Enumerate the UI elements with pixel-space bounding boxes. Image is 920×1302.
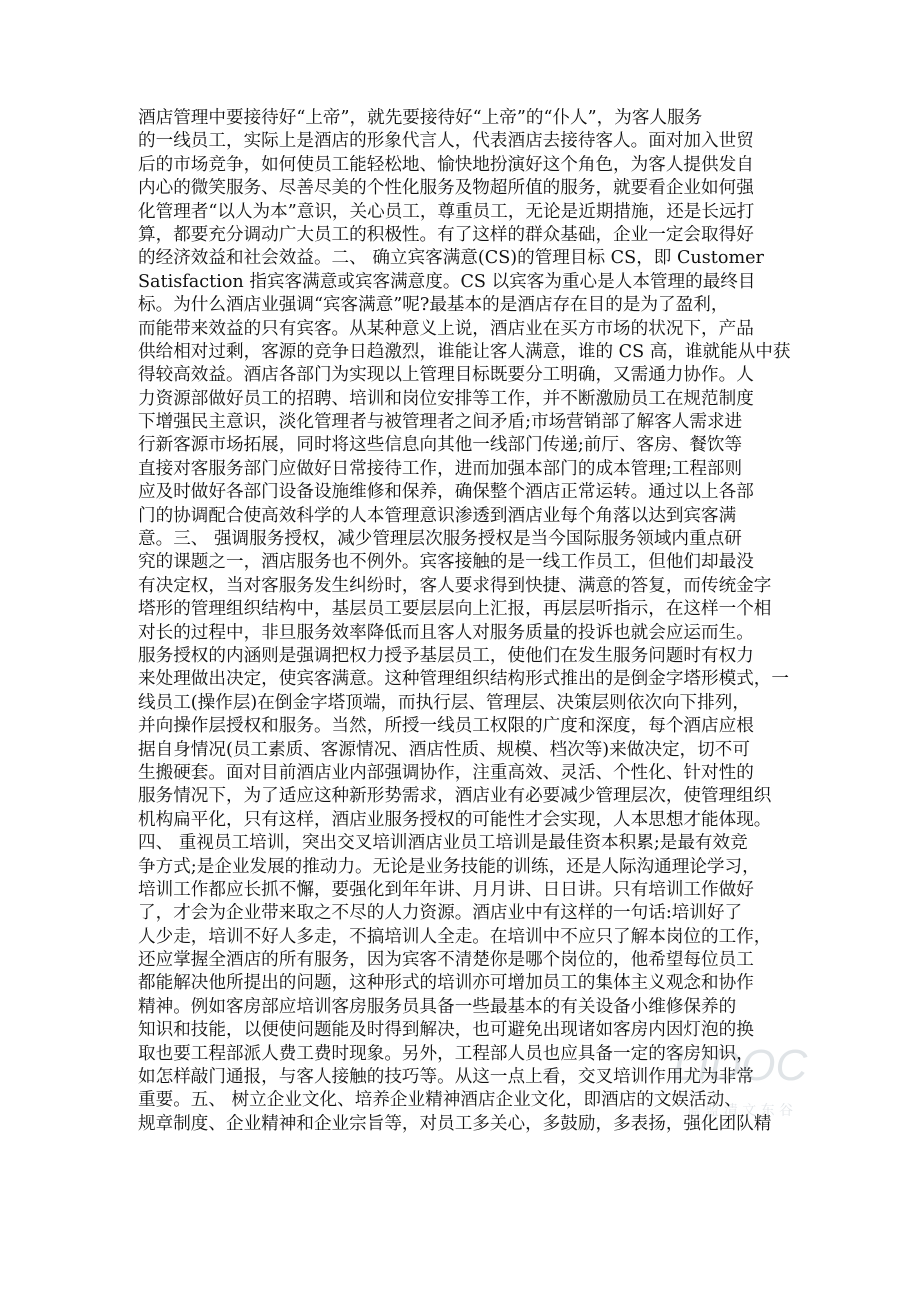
body-text (138, 107, 920, 1136)
text-line: 服务情况下，为了适应这种新形势需求，酒店业有必要减少管理层次，使管理组织 (138, 786, 772, 807)
text-line: 意。三、 强调服务授权，减少管理层次服务授权是当今国际服务领域内重点研 (138, 529, 742, 550)
text-line: 直接对客服务部门应做好日常接待工作，进而加强本部门的成本管理;工程部则 (138, 458, 743, 479)
text-line: 来处理做出决定，使宾客满意。这种管理组织结构形式推出的是倒金字塔形模式，一 (138, 669, 789, 690)
text-line: 得较高效益。酒店各部门为实现以上管理目标既要分工明确，又需通力协作。人 (138, 365, 754, 386)
text-line: 对长的过程中，非旦服务效率降低而且客人对服务质量的投诉也就会应运而生。 (138, 622, 754, 643)
text-line: 据自身情况(员工素质、客源情况、酒店性质、规模、档次等)来做决定，切不可 (138, 739, 750, 760)
text-line: 人少走，培训不好人多走，不搞培训人全走。在培训中不应只了解本岗位的工作， (138, 926, 772, 947)
text-line: 规章制度、企业精神和企业宗旨等，对员工多关心，多鼓励，多表扬，强化团队精 (138, 1113, 772, 1134)
text-line: 门的协调配合使高效科学的人本管理意识渗透到酒店业每个角落以达到宾客满 (138, 505, 737, 526)
text-line: 化管理者“以人为本”意识，关心员工，尊重员工，无论是近期措施，还是长远打 (138, 201, 755, 222)
text-line: 力资源部做好员工的招聘、培训和岗位安排等工作，并不断激励员工在规范制度 (138, 388, 754, 409)
text-line: 下增强民主意识，淡化管理者与被管理者之间矛盾;市场营销部了解客人需求进 (138, 412, 743, 433)
text-line: 供给相对过剩，客源的竞争日趋激烈，谁能让客人满意，谁的 CS 高，谁就能从中获 (138, 341, 791, 362)
text-line: 培训工作都应长抓不懈，要强化到年年讲、月月讲、日日讲。只有培训工作做好 (138, 879, 754, 900)
text-line: 究的课题之一，酒店服务也不例外。宾客接触的是一线工作员工，但他们却最没 (138, 552, 754, 573)
text-line: 精神。例如客房部应培训客房服务员具备一些最基本的有关设备小维修保养的 (138, 996, 737, 1017)
text-line: 算，都要充分调动广大员工的积极性。有了这样的群众基础，企业一定会取得好 (138, 224, 754, 245)
text-line: Satisfaction 指宾客满意或宾客满意度。CS 以宾客为重心是人本管理的最终目 (138, 271, 756, 292)
text-line: 还应掌握全酒店的所有服务，因为宾客不清楚你是哪个岗位的，他希望每位员工 (138, 950, 754, 971)
text-line: 知识和技能，以便使问题能及时得到解决，也可避免出现诸如客房内因灯泡的换 (138, 1020, 754, 1041)
text-line: 的经济效益和社会效益。二、 确立宾客满意(CS)的管理目标 CS，即 Customer (138, 248, 764, 269)
svg-text:蓝 盟 清 文 东 谷: 蓝 盟 清 文 东 谷 (686, 1103, 794, 1119)
text-line: 的一线员工，实际上是酒店的形象代言人，代表酒店去接待客人。面对加入世贸 (138, 131, 754, 152)
svg-text:LIDOC: LIDOC (672, 1041, 808, 1090)
text-line: 如怎样敲门通报，与客人接触的技巧等。从这一点上看，交叉培训作用尤为非常 (138, 1067, 754, 1088)
text-line: 酒店管理中要接待好“上帝”，就先要接待好“上帝”的“仆人”，为客人服务 (138, 108, 703, 128)
text-line: 了，才会为企业带来取之不尽的人力资源。酒店业中有这样的一句话:培训好了 (138, 903, 743, 924)
text-line: 并向操作层授权和服务。当然，所授一线员工权限的广度和深度，每个酒店应根 (138, 716, 754, 737)
text-line: 有决定权，当对客服务发生纠纷时，客人要求得到快捷、满意的答复，而传统金字 (138, 575, 772, 596)
text-line: 生搬硬套。面对目前酒店业内部强调协作，注重高效、灵活、个性化、针对性的 (138, 762, 754, 783)
text-line: 取也要工程部派人费工费时现象。另外，工程部人员也应具备一定的客房知识， (138, 1043, 754, 1064)
text-line: 标。为什么酒店业强调“宾客满意”呢?最基本的是酒店存在目的是为了盈利， (138, 295, 729, 316)
text-line: 而能带来效益的只有宾客。从某种意义上说，酒店业在买方市场的状况下，产品 (138, 318, 754, 339)
text-line: 塔形的管理组织结构中，基层员工要层层向上汇报，再层层听指示，在这样一个相 (138, 599, 772, 620)
text-line: 服务授权的内涵则是强调把权力授予基层员工，使他们在发生服务问题时有权力 (138, 645, 754, 666)
text-line: 四、 重视员工培训，突出交叉培训酒店业员工培训是最佳资本积累;是最有效竞 (138, 833, 748, 854)
text-line: 机构扁平化，只有这样，酒店业服务授权的可能性才会实现，人本思想才能体现。 (138, 809, 772, 830)
text-line: 内心的微笑服务、尽善尽美的个性化服务及物超所值的服务，就要看企业如何强 (138, 178, 754, 199)
text-line: 行新客源市场拓展，同时将这些信息向其他一线部门传递;前厅、客房、餐饮等 (138, 435, 743, 456)
text-line: 都能解决他所提出的问题，这种形式的培训亦可增加员工的集体主义观念和协作 (138, 973, 754, 994)
text-line: 后的市场竞争，如何使员工能轻松地、愉快地扮演好这个角色，为客人提供发自 (138, 154, 754, 175)
text-line: 争方式;是企业发展的推动力。无论是业务技能的训练，还是人际沟通理论学习， (138, 856, 760, 877)
text-line: 应及时做好各部门设备设施维修和保养，确保整个酒店正常运转。通过以上各部 (138, 482, 754, 503)
text-line: 线员工(操作层)在倒金字塔顶端，而执行层、管理层、决策层则依次向下排列， (138, 692, 750, 713)
text-line: 重要。五、 树立企业文化、培养企业精神酒店企业文化，即酒店的文娱活动、 (138, 1090, 742, 1111)
